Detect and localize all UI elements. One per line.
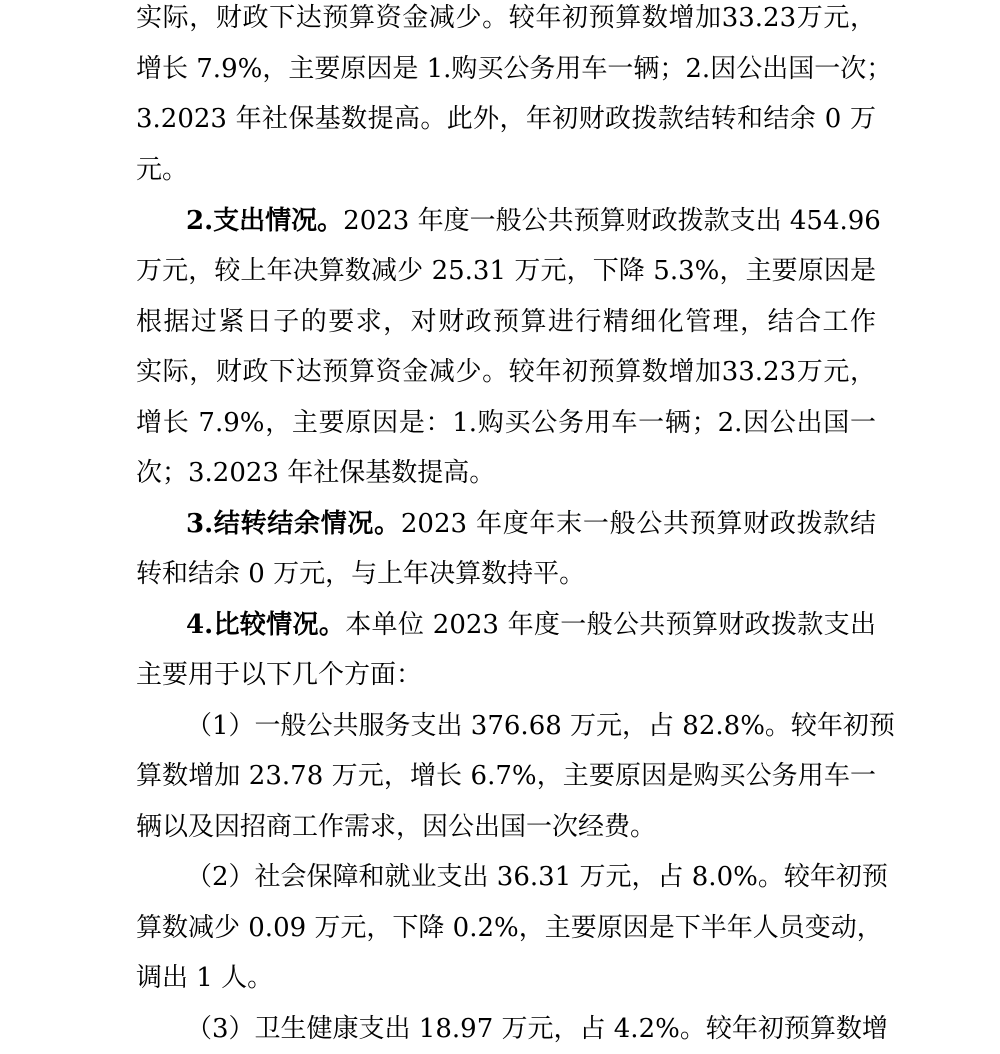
text-line: 算数减少 0.09 万元，下降 0.2%，主要原因是下半年人员变动， <box>136 913 883 943</box>
section-heading: 3.结转结余情况。 <box>186 509 401 539</box>
paragraph-first-line <box>186 196 881 246</box>
text-line: 算数增加 23.78 万元，增长 6.7%，主要原因是购买公务用车一 <box>136 761 876 791</box>
paragraph-first-line <box>186 600 876 650</box>
section-text: 本单位 2023 年度一般公共预算财政拨款支出 <box>345 610 876 640</box>
text-line: 3.2023 年社保基数提高。此外，年初财政拨款结转和结余 0 万 <box>136 104 876 134</box>
text-line: 增长 7.9%，主要原因是 1.购买公务用车一辆；2.因公出国一次； <box>136 54 893 84</box>
paragraph-first-line <box>186 499 876 549</box>
paragraph-first-line: （3）卫生健康支出 18.97 万元，占 4.2%。较年初预算数增 <box>186 1014 888 1044</box>
paragraph-first-line: （2）社会保障和就业支出 36.31 万元，占 8.0%。较年初预 <box>186 862 888 892</box>
text-line: 实际，财政下达预算资金减少。较年初预算数增加33.23万元， <box>136 3 876 33</box>
text-line: 增长 7.9%，主要原因是：1.购买公务用车一辆；2.因公出国一 <box>136 408 876 438</box>
text-line: 调出 1 人。 <box>136 963 274 993</box>
text-line: 万元，较上年决算数减少 25.31 万元，下降 5.3%，主要原因是 <box>136 256 876 286</box>
section-heading: 2.支出情况。 <box>186 206 344 236</box>
section-text: 2023 年度年末一般公共预算财政拨款结 <box>400 509 876 539</box>
text-line: 元。 <box>136 155 189 185</box>
text-line: 辆以及因招商工作需求，因公出国一次经费。 <box>136 812 657 842</box>
text-line: 转和结余 0 万元，与上年决算数持平。 <box>136 559 586 589</box>
text-line: 次；3.2023 年社保基数提高。 <box>136 458 496 488</box>
text-line: 根据过紧日子的要求，对财政预算进行精细化管理，结合工作 <box>136 307 876 337</box>
text-line: 实际，财政下达预算资金减少。较年初预算数增加33.23万元， <box>136 357 876 387</box>
text-line: 主要用于以下几个方面： <box>136 660 423 690</box>
paragraph-first-line: （1）一般公共服务支出 376.68 万元，占 82.8%。较年初预 <box>186 711 895 741</box>
section-text: 2023 年度一般公共预算财政拨款支出 454.96 <box>343 206 881 236</box>
section-heading: 4.比较情况。 <box>186 610 346 640</box>
